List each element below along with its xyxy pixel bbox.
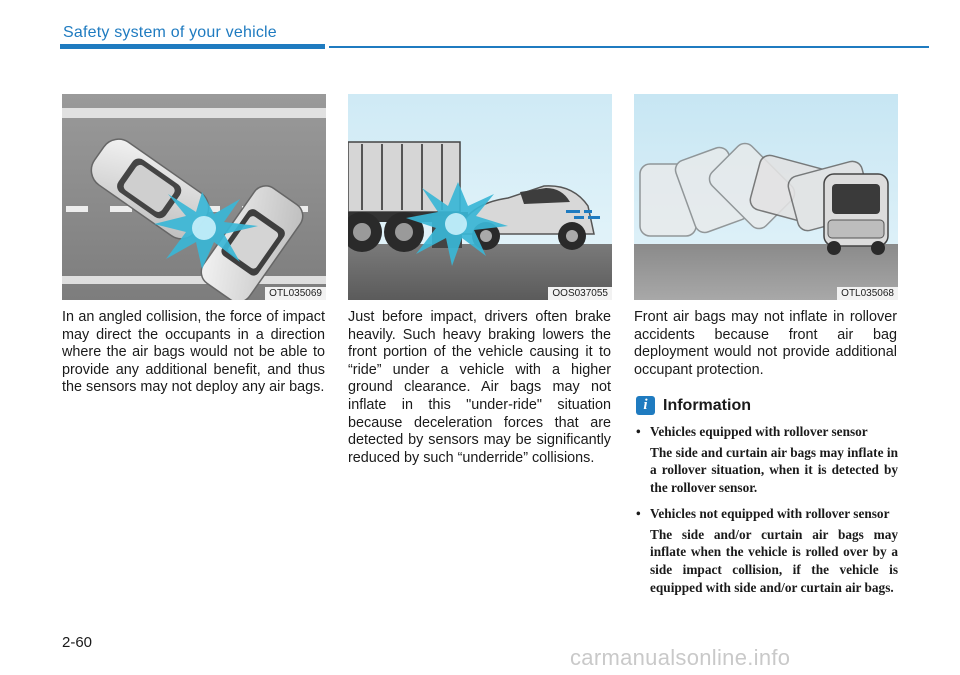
figure-code: OTL035069	[265, 287, 326, 300]
figure-code: OTL035068	[837, 287, 898, 300]
column-text-angled: In an angled collision, the force of impact may direct the occupants in a direction where the air bags would not be able to provide any additional benefit, and thus the sensors may not deploy any air bags.	[62, 309, 325, 396]
section-title: Safety system of your vehicle	[63, 24, 277, 41]
bullet-text: The side and/or curtain air bags may inflate when the vehicle is rolled over by a side impact collision, if the vehicle is equipped with side and/or curtain air bags.	[650, 526, 898, 595]
angled-collision-illustration	[62, 94, 326, 300]
information-body	[636, 423, 898, 596]
info-bullet	[636, 505, 898, 523]
rolled-car-final	[824, 174, 888, 255]
column-text-rollover: Front air bags may not inflate in rollover accidents because front air bag deployment would not provide additional occupant protection.	[634, 309, 897, 378]
info-bullet	[636, 423, 898, 441]
column-text-underride: Just before impact, drivers often brake heavily. Such heavy braking lowers the front portion of the vehicle causing it to “ride” under a vehicle with a higher ground clearance. Air bags may not inflate in this "under-ride" situation because deceleration forces that are detected by sensors may be significantly reduced by such “underride” collisions.	[348, 309, 611, 466]
bullet-heading: Vehicles equipped with rollover sensor	[650, 424, 868, 439]
information-title: Information	[663, 397, 751, 414]
bullet-heading: Vehicles not equipped with rollover sensor	[650, 505, 890, 521]
underride-collision-illustration	[348, 94, 612, 300]
bullet-text: The side and curtain air bags may inflate in a rollover situation, when it is detected by the rollover sensor.	[650, 444, 898, 496]
bullet-dot: •	[636, 424, 641, 439]
info-icon: i	[636, 396, 655, 415]
rollover-illustration	[634, 94, 898, 300]
header-rule-thick	[60, 44, 325, 49]
figure-code: OOS037055	[548, 287, 612, 300]
figure-underride	[348, 94, 612, 300]
information-header	[636, 395, 898, 419]
watermark: carmanualsonline.info	[570, 645, 791, 670]
header-rule-thin	[329, 46, 929, 48]
bullet-dot: •	[636, 505, 641, 521]
figure-angled-collision	[62, 94, 326, 300]
page-number: 2-60	[62, 634, 93, 651]
figure-rollover	[634, 94, 898, 300]
